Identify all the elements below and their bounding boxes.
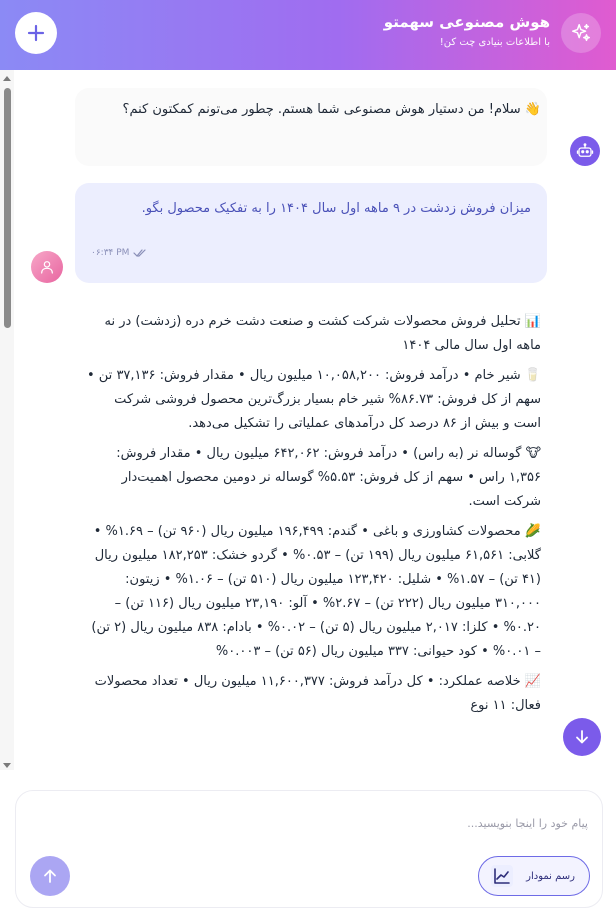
app-header: [0, 0, 616, 70]
draw-chart-label: رسم نمودار: [526, 870, 575, 882]
corn-emoji: 🌽: [524, 524, 541, 539]
user-avatar: [31, 251, 63, 283]
line-chart-icon: [491, 865, 513, 887]
app-title: هوش مصنوعی سهمتو: [383, 13, 550, 31]
user-message: [75, 183, 547, 283]
message-time: ۰۶:۳۴ PM: [91, 248, 130, 258]
answer-summary: 📈 خلاصه عملکرد: • کل درآمد فروش: ۱۱,۶۰۰,۳۷۷ میلیون ریال • تعداد محصولات فعال: ۱۱ نوع: [94, 674, 541, 713]
message-text: میزان فروش زدشت در ۹ ماهه اول سال ۱۴۰۴ را به تفکیک محصول بگو.: [141, 201, 531, 216]
scrollbar[interactable]: [0, 70, 14, 770]
wave-emoji: 👋: [524, 102, 541, 117]
scroll-to-bottom-button[interactable]: [563, 718, 601, 756]
message-input[interactable]: [32, 811, 588, 835]
sparkles-icon: [570, 22, 592, 44]
milk-emoji: 🥛: [524, 368, 541, 383]
bot-avatar: [570, 136, 600, 166]
user-icon: [39, 259, 55, 275]
arrow-up-icon: [42, 868, 58, 884]
new-chat-button[interactable]: [15, 12, 57, 54]
answer-raw-milk: 🥛 شیر خام • درآمد فروش: ۱۰,۰۵۸,۲۰۰ میلیون ریال • مقدار فروش: ۳۷,۱۳۶ تن • سهم از کل فروش: ۸۶.۷۳% شیر خام بسیار بزرگ‌ترین محصول فروشی شرکت است و بیش از ۸۶ درصد کل درآمدهای عملیاتی را تشکیل می‌دهد.: [86, 368, 541, 431]
scroll-down-arrow-icon[interactable]: [3, 763, 11, 768]
chart-emoji: 📊: [524, 314, 541, 329]
double-check-icon: [133, 248, 147, 258]
scroll-thumb[interactable]: [4, 88, 11, 328]
robot-icon: [576, 142, 594, 160]
trend-emoji: 📈: [524, 674, 541, 689]
plus-icon: [26, 23, 46, 43]
brand-text: [384, 12, 550, 51]
send-button[interactable]: [30, 856, 70, 896]
answer-agriculture: 🌽 محصولات کشاورزی و باغی • گندم: ۱۹۶,۴۹۹ میلیون ریال (۹۶۰ تن) – ۱.۶۹% • گلابی: ۶۱,۵۶۱ میلیون ریال (۱۹۹ تن) – ۰.۵۳% • گردو خشک: ۱۸۲,۲۵۳ میلیون ریال (۴۱ تن) – ۱.۵۷% • شلیل: ۱۲۳,۴۲۰ میلیون ریال (۵۱۰ تن) – ۱.۰۶% • زیتون: ۳۱۰,۰۰۰ میلیون ریال (۲۲۲ تن) – ۲.۶۷% • آلو: ۲۳,۱۹۰ میلیون ریال (۱۱۶ تن) – ۰.۲۰% • کلزا: ۲,۰۱۷ میلیون ریال (۵ تن) – ۰.۰۲% • بادام: ۸۳۸ میلیون ریال (۲ تن) – ۰.۰۱% • کود حیوانی: ۳۳۷ میلیون ریال (۵۶ تن) – ۰.۰۰۳%: [91, 524, 541, 659]
message-composer: [15, 790, 603, 908]
scroll-up-arrow-icon[interactable]: [3, 76, 11, 81]
message-meta: [91, 241, 147, 265]
chat-area[interactable]: [0, 70, 616, 770]
answer-heading: 📊 تحلیل فروش محصولات شرکت کشت و صنعت دشت خرم دره (زدشت) در نه ماهه اول سال مالی ۱۴۰۴: [104, 314, 541, 353]
cow-emoji: 🐮: [525, 446, 541, 461]
bot-message-answer: [75, 310, 547, 724]
arrow-down-icon: [574, 729, 590, 745]
bot-message-greeting: [75, 88, 547, 166]
brand-logo: [561, 13, 601, 53]
draw-chart-button[interactable]: [478, 856, 590, 896]
message-text: سلام! من دستیار هوش مصنوعی شما هستم. چطور می‌تونم کمکتون کنم؟: [122, 102, 521, 117]
app-subtitle: با اطلاعات بنیادی چت کن!: [439, 37, 550, 48]
answer-calves: 🐮 گوساله نر (به راس) • درآمد فروش: ۶۴۲,۰۶۲ میلیون ریال • مقدار فروش: ۱,۳۵۶ راس • سهم از کل فروش: ۵.۵۳% گوساله نر دومین محصول اهمیت‌دار شرکت است.: [116, 446, 541, 509]
